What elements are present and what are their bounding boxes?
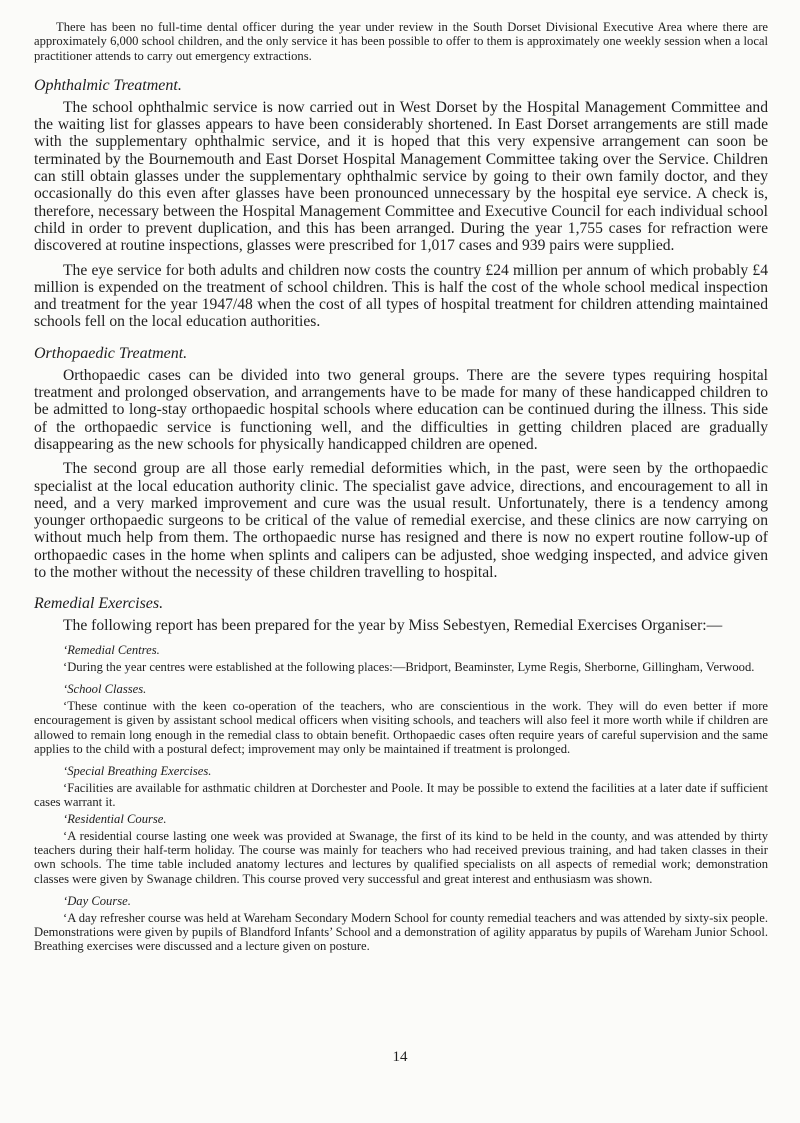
remedial-heading: Remedial Exercises.	[34, 595, 164, 613]
orthopaedic-paragraph-2: The second group are all those early remedial deformities which, in the past, were seen by the orthopaedic specialist at the local education authority clinic. The specialist gave advice, directions, and encouragement to all in need, and a very marked improvement and cure was the usual result. Unfortunately, there is a tendency among younger orthopaedic surgeons to be critical of the value of remedial exercise, and these clinics are now carrying on without much help from them. The orthopaedic nurse has resigned and there is now no expert routine follow-up of orthopaedic cases in the home when splints and calipers can be adjusted, shoe wedging inspected, and advice given to the mother without the necessity of these children travelling to hospital.	[34, 460, 768, 582]
orthopaedic-paragraph-1: Orthopaedic cases can be divided into two general groups. There are the severe types requiring hospital treatment and prolonged observation, and arrangements have to be made for many of these handicapped children to be admitted to long-stay orthopaedic hospital schools where education can be continued during the illness. This side of the orthopaedic service is functioning well, and the difficulties in getting children placed are gradually disappearing as the new schools for physically handicapped children are opened.	[34, 366, 768, 453]
breathing-exercises-heading: ‘Special Breathing Exercises.	[63, 764, 212, 779]
school-classes-heading: ‘School Classes.	[63, 681, 147, 696]
page-number: 14	[392, 1049, 408, 1065]
remedial-centres-text: ‘During the year centres were established at the following places:—Bridport, Beaminster, Lyme Regis, Sherborne, Gillingham, Verwood.	[63, 659, 755, 674]
dental-intro-paragraph: There has been no full-time dental officer during the year under review in the South Dorset Divisional Executive Area where there are approximately 6,000 school children, and the only service it has been possible to offer to them is approximately one weekly session when a local practitioner attends to carry out emergency extractions.	[34, 20, 768, 63]
remedial-intro-paragraph: The following report has been prepared for the year by Miss Sebestyen, Remedial Exercises Organiser:—	[63, 617, 723, 635]
residential-course-text: ‘A residential course lasting one week was provided at Swanage, the first of its kind to be held in the county, and was attended by thirty teachers during their half-term holiday. The course was mainly for teachers who had received previous training, and had taken classes in their own schools. The time table included anatomy lectures and lectures by qualified specialists on all aspects of remedial work; demonstration classes were given by Swanage children. This course proved very successful and great interest and enthusiasm was shown.	[34, 828, 768, 886]
remedial-centres-heading: ‘Remedial Centres.	[63, 642, 160, 657]
orthopaedic-heading: Orthopaedic Treatment.	[34, 344, 188, 362]
ophthalmic-paragraph-2: The eye service for both adults and children now costs the country £24 million per annum of which probably £4 million is expended on the treatment of school children. This is half the cost of the whole school medical inspection and treatment for the year 1947/48 when the cost of all types of hospital treatment for children attending maintained schools fell on the local education authorities.	[34, 261, 768, 331]
school-classes-text: ‘These continue with the keen co-operation of the teachers, who are conscientious in the work. They will do even better if more encouragement is given by assistant school medical officers when visiting schools, and teachers will also feel it more worth while if children are allowed to remain long enough in the remedial class to obtain benefit. Orthopaedic cases often require years of careful supervision and the same applies to the child with a postural defect; improvement may only be maintained if treatment is prolonged.	[34, 698, 768, 756]
ophthalmic-heading: Ophthalmic Treatment.	[34, 76, 182, 94]
ophthalmic-paragraph-1: The school ophthalmic service is now carried out in West Dorset by the Hospital Management Committee and the waiting list for glasses appears to have been considerably shortened. In East Dorset arrangements are still made with the supplementary ophthalmic service, and it is hoped that this very expensive arrangement can soon be terminated by the Bournemouth and East Dorset Hospital Management Committee taking over the Service. Children can still obtain glasses under the supplementary ophthalmic service by going to their own family doctor, and they occasionally do this even after glasses have been pronounced unnecessary by the hospital eye service. A check is, therefore, necessary between the Hospital Management Committee and Executive Council for each individual school child in order to prevent duplication, and this has been arranged. During the year 1,755 cases for refraction were discovered at routine inspections, glasses were prescribed for 1,017 cases and 939 pairs were supplied.	[34, 98, 768, 255]
day-course-heading: ‘Day Course.	[63, 893, 131, 908]
residential-course-heading: ‘Residential Course.	[63, 811, 167, 826]
breathing-exercises-text: ‘Facilities are available for asthmatic children at Dorchester and Poole. It may be possible to extend the facilities at a later date if sufficient cases warrant it.	[34, 781, 768, 810]
day-course-text: ‘A day refresher course was held at Wareham Secondary Modern School for county remedial teachers and was attended by sixty-six people. Demonstrations were given by pupils of Blandford Infants’ School and a demonstration of agility apparatus by pupils of Wareham Junior School. Breathing exercises were discussed and a lecture given on posture.	[34, 910, 768, 954]
